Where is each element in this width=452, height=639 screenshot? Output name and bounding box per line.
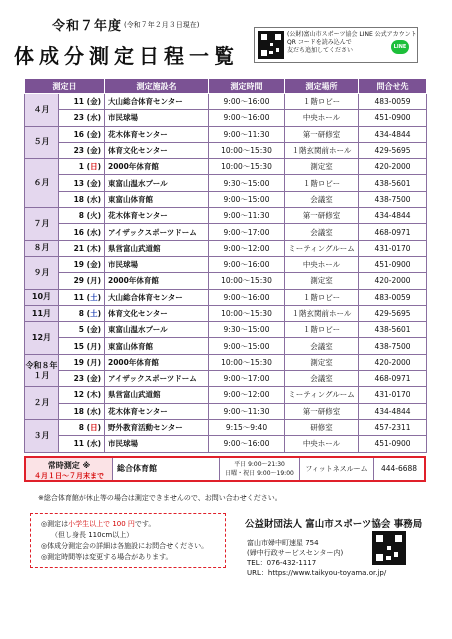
line-account-text: (公財)富山市スポーツ協会 LINE 公式アカウント QR コードを読み込んで 友だち追加してください [287, 31, 417, 54]
regular-contact: 444-6688 [373, 458, 424, 480]
weekday: 月 [90, 341, 98, 351]
weekday: 水 [90, 194, 98, 204]
fee-amount: 小学生以上で 100 円 [68, 520, 135, 528]
weekday: 金 [90, 129, 98, 139]
facility-cell: 大山総合体育センター [105, 289, 209, 305]
header-contact: 問合せ先 [359, 79, 427, 94]
weekday: 木 [90, 243, 98, 253]
weekday: 日 [90, 162, 98, 172]
regular-facility: 総合体育館 [112, 458, 219, 480]
weekday: 水 [90, 439, 98, 449]
place-cell: 会議室 [285, 224, 359, 240]
facility-cell: 市民球場 [105, 110, 209, 126]
facility-cell: 市民球場 [105, 256, 209, 272]
place-cell: 測定室 [285, 354, 359, 370]
place-cell: １階ロビー [285, 289, 359, 305]
contact-cell: 429-5695 [359, 142, 427, 158]
contact-cell: 420-2000 [359, 273, 427, 289]
time-cell: 9:00～11:30 [209, 126, 285, 142]
contact-cell: 420-2000 [359, 354, 427, 370]
contact-cell: 451-0900 [359, 436, 427, 452]
weekday: 火 [90, 211, 98, 221]
facility-cell: 東富山温水プール [105, 322, 209, 338]
fiscal-year: 令和７年度 [52, 19, 123, 34]
weekday: 月 [90, 357, 98, 367]
place-cell: ミーティングルーム [285, 387, 359, 403]
month-cell: 11月 [25, 305, 59, 321]
place-cell: ミーティングルーム [285, 240, 359, 256]
time-cell: 9:15～9:40 [209, 419, 285, 435]
month-cell: ８月 [25, 240, 59, 256]
contact-cell: 438-5601 [359, 175, 427, 191]
month-cell: ７月 [25, 208, 59, 241]
notes-box [30, 513, 226, 568]
place-cell: １階ロビー [285, 322, 359, 338]
line-logo-icon[interactable]: LINE [391, 40, 409, 54]
day-number: 11 [73, 439, 85, 449]
table-row [25, 354, 427, 370]
facility-cell: 2000年体育館 [105, 159, 209, 175]
contact-cell: 434-4844 [359, 403, 427, 419]
contact-cell: 468-0971 [359, 224, 427, 240]
table-row [25, 110, 427, 126]
contact-cell: 483-0059 [359, 289, 427, 305]
facility-cell: 2000年体育館 [105, 273, 209, 289]
header-time: 測定時間 [209, 79, 285, 94]
contact-cell: 451-0900 [359, 256, 427, 272]
day-number: 16 [73, 227, 85, 237]
place-cell: 会議室 [285, 371, 359, 387]
day-number: 23 [73, 374, 85, 384]
day-number: 16 [73, 129, 85, 139]
regular-place: フィットネスルーム [299, 458, 373, 480]
day-number: 29 [73, 276, 85, 286]
contact-cell: 457-2311 [359, 419, 427, 435]
contact-cell: 438-5601 [359, 322, 427, 338]
day-number: 8 [78, 423, 85, 433]
date-cell: 29 (月) [59, 273, 105, 289]
header-place: 測定場所 [285, 79, 359, 94]
address-line-1: 富山市婦中町速星 754 [247, 539, 319, 547]
table-row [25, 371, 427, 387]
day-number: 23 [73, 113, 85, 123]
table-row [25, 322, 427, 338]
table-row [25, 387, 427, 403]
date-cell: 11 (金) [59, 94, 105, 110]
weekday: 金 [90, 178, 98, 188]
date-cell: 12 (木) [59, 387, 105, 403]
day-number: 19 [73, 357, 85, 367]
time-cell: 9:00～11:30 [209, 403, 285, 419]
time-cell: 10:00～15:30 [209, 142, 285, 158]
month-cell: ９月 [25, 256, 59, 289]
date-cell: 8 (土) [59, 305, 105, 321]
weekday: 金 [90, 325, 98, 335]
footnote: ※総合体育館が休止等の場合は測定できませんので、お問い合わせください。 [38, 494, 282, 502]
table-row [25, 289, 427, 305]
time-cell: 9:00～16:00 [209, 436, 285, 452]
weekday: 金 [90, 97, 98, 107]
date-cell: 19 (金) [59, 256, 105, 272]
weekday: 水 [90, 227, 98, 237]
table-row [25, 159, 427, 175]
day-number: 23 [73, 146, 85, 156]
place-cell: １階ロビー [285, 175, 359, 191]
header-facility: 測定施設名 [105, 79, 209, 94]
weekday: 水 [90, 406, 98, 416]
website-link[interactable]: URL：https://www.taikyou-toyama.or.jp/ [247, 569, 387, 577]
place-cell: １階玄関前ホール [285, 142, 359, 158]
facility-cell: 花木体育センター [105, 403, 209, 419]
place-cell: 測定室 [285, 273, 359, 289]
detail-note: ◎体成分測定会の詳細は各施設にお問合せください。 [41, 542, 209, 550]
facility-cell: 2000年体育館 [105, 354, 209, 370]
fee-suffix: です。 [134, 520, 156, 528]
header-date: 測定日 [25, 79, 105, 94]
tel: TEL：076-432-1117 [247, 559, 317, 567]
day-number: 1 [78, 162, 85, 172]
weekday: 土 [90, 309, 98, 318]
time-cell: 9:00～16:00 [209, 289, 285, 305]
time-cell: 9:00～16:00 [209, 256, 285, 272]
time-cell: 9:00～15:00 [209, 191, 285, 207]
organization-address [247, 538, 386, 578]
table-row [25, 126, 427, 142]
weekday: 日 [90, 423, 98, 433]
facility-cell: アイザックスポーツドーム [105, 371, 209, 387]
date-cell: 23 (金) [59, 371, 105, 387]
place-cell: 第一研修室 [285, 403, 359, 419]
date-cell: 15 (月) [59, 338, 105, 354]
contact-cell: 434-4844 [359, 126, 427, 142]
date-cell: 23 (水) [59, 110, 105, 126]
facility-cell: 東富山体育館 [105, 338, 209, 354]
contact-cell: 468-0971 [359, 371, 427, 387]
regular-time-weekend: 日曜・祝日 9:00～19:00 [225, 470, 294, 477]
place-cell: 会議室 [285, 338, 359, 354]
contact-cell: 483-0059 [359, 94, 427, 110]
day-number: 15 [73, 341, 85, 351]
contact-cell: 434-4844 [359, 208, 427, 224]
table-row [25, 256, 427, 272]
facility-cell: 体育文化センター [105, 305, 209, 321]
line-account-box [254, 27, 418, 63]
fee-prefix: ◎測定は [41, 520, 69, 528]
time-cell: 9:00～12:00 [209, 387, 285, 403]
facility-cell: 野外教育活動センター [105, 419, 209, 435]
date-cell: 16 (金) [59, 126, 105, 142]
date-cell: 19 (月) [59, 354, 105, 370]
line-qr-code-icon[interactable] [258, 31, 284, 59]
contact-cell: 438-7500 [359, 191, 427, 207]
day-number: 21 [73, 243, 85, 253]
schedule-body [25, 94, 427, 453]
table-row [25, 208, 427, 224]
time-cell: 9:00～15:00 [209, 338, 285, 354]
weekday: 月 [90, 276, 98, 286]
place-cell: 中央ホール [285, 256, 359, 272]
time-cell: 9:00～12:00 [209, 240, 285, 256]
facility-cell: 県営富山武道館 [105, 387, 209, 403]
place-cell: 会議室 [285, 191, 359, 207]
weekday: 土 [90, 292, 98, 302]
weekday: 金 [90, 260, 98, 270]
date-cell: 18 (水) [59, 403, 105, 419]
address-line-2: (婦中行政サービスセンター内) [247, 549, 344, 557]
facility-cell: 大山総合体育センター [105, 94, 209, 110]
place-cell: 第一研修室 [285, 126, 359, 142]
table-row [25, 175, 427, 191]
table-row [25, 191, 427, 207]
day-number: 8 [78, 211, 85, 221]
regular-measurement-row [24, 456, 426, 482]
day-number: 18 [73, 194, 85, 204]
table-header-row [25, 79, 427, 94]
table-row [25, 142, 427, 158]
regular-time-cell [219, 458, 299, 480]
table-row [25, 403, 427, 419]
facility-cell: 東富山温水プール [105, 175, 209, 191]
table-row [25, 240, 427, 256]
contact-cell: 451-0900 [359, 110, 427, 126]
date-cell: 8 (火) [59, 208, 105, 224]
weekday: 金 [90, 146, 98, 156]
time-cell: 9:00～17:00 [209, 224, 285, 240]
facility-cell: 県営富山武道館 [105, 240, 209, 256]
date-cell: 11 (土) [59, 289, 105, 305]
day-number: 12 [73, 390, 85, 400]
facility-cell: 市民球場 [105, 436, 209, 452]
regular-label: 常時測定 ※ [47, 461, 91, 470]
contact-cell: 431-0170 [359, 387, 427, 403]
table-row [25, 94, 427, 110]
table-row [25, 436, 427, 452]
month-cell: ６月 [25, 159, 59, 208]
weekday: 金 [90, 374, 98, 384]
fee-note [41, 519, 225, 530]
month-cell: 令和８年 １月 [25, 354, 59, 387]
place-cell: １階玄関前ホール [285, 305, 359, 321]
contact-cell: 420-2000 [359, 159, 427, 175]
time-cell: 9:00～16:00 [209, 94, 285, 110]
time-cell: 9:00～16:00 [209, 110, 285, 126]
weekday: 水 [90, 113, 98, 123]
place-cell: 研修室 [285, 419, 359, 435]
time-cell: 10:00～15:30 [209, 354, 285, 370]
as-of-date: (令和７年２月３日現在) [124, 21, 200, 29]
change-note: ◎測定時間等は変更する場合があります。 [41, 553, 173, 561]
contact-cell: 438-7500 [359, 338, 427, 354]
time-cell: 9:00～11:30 [209, 208, 285, 224]
facility-cell: 花木体育センター [105, 208, 209, 224]
table-row [25, 419, 427, 435]
table-row [25, 273, 427, 289]
schedule-table [24, 78, 427, 453]
day-number: 5 [78, 325, 85, 335]
date-cell: 13 (金) [59, 175, 105, 191]
date-cell: 11 (水) [59, 436, 105, 452]
facility-cell: 体育文化センター [105, 142, 209, 158]
month-cell: 10月 [25, 289, 59, 305]
page-title: 体成分測定日程一覧 [14, 44, 239, 68]
weekday: 木 [90, 390, 98, 400]
height-note: （但し身長 110cm以上） [51, 531, 134, 539]
time-cell: 10:00～15:30 [209, 273, 285, 289]
time-cell: 10:00～15:30 [209, 305, 285, 321]
day-number: 19 [73, 260, 85, 270]
time-cell: 9:30～15:00 [209, 175, 285, 191]
table-row [25, 338, 427, 354]
place-cell: 中央ホール [285, 436, 359, 452]
day-number: 8 [78, 309, 85, 318]
table-row [25, 224, 427, 240]
day-number: 18 [73, 406, 85, 416]
facility-cell: 東富山体育館 [105, 191, 209, 207]
regular-time-weekday: 平日 9:00～21:30 [234, 461, 285, 468]
date-cell: 8 (日) [59, 419, 105, 435]
month-cell: ４月 [25, 94, 59, 127]
place-cell: 中央ホール [285, 110, 359, 126]
place-cell: 測定室 [285, 159, 359, 175]
day-number: 13 [73, 178, 85, 188]
time-cell: 9:00～17:00 [209, 371, 285, 387]
month-cell: ５月 [25, 126, 59, 159]
month-cell: 12月 [25, 322, 59, 355]
day-number: 11 [73, 97, 85, 107]
day-number: 11 [73, 292, 85, 302]
date-cell: 1 (日) [59, 159, 105, 175]
date-cell: 23 (金) [59, 142, 105, 158]
organization-name: 公益財団法人 富山市スポーツ協会 事務局 [245, 519, 423, 530]
date-cell: 21 (木) [59, 240, 105, 256]
place-cell: 第一研修室 [285, 208, 359, 224]
regular-label-cell [26, 458, 112, 480]
time-cell: 10:00～15:30 [209, 159, 285, 175]
facility-cell: アイザックスポーツドーム [105, 224, 209, 240]
table-row [25, 305, 427, 321]
contact-cell: 429-5695 [359, 305, 427, 321]
contact-cell: 431-0170 [359, 240, 427, 256]
month-cell: ３月 [25, 419, 59, 452]
website-qr-code-icon[interactable] [372, 531, 406, 565]
place-cell: １階ロビー [285, 94, 359, 110]
month-cell: ２月 [25, 387, 59, 420]
facility-cell: 花木体育センター [105, 126, 209, 142]
date-cell: 18 (水) [59, 191, 105, 207]
date-cell: 5 (金) [59, 322, 105, 338]
date-cell: 16 (水) [59, 224, 105, 240]
regular-period: ４月１日～７月末まで [34, 472, 104, 480]
time-cell: 9:30～15:00 [209, 322, 285, 338]
